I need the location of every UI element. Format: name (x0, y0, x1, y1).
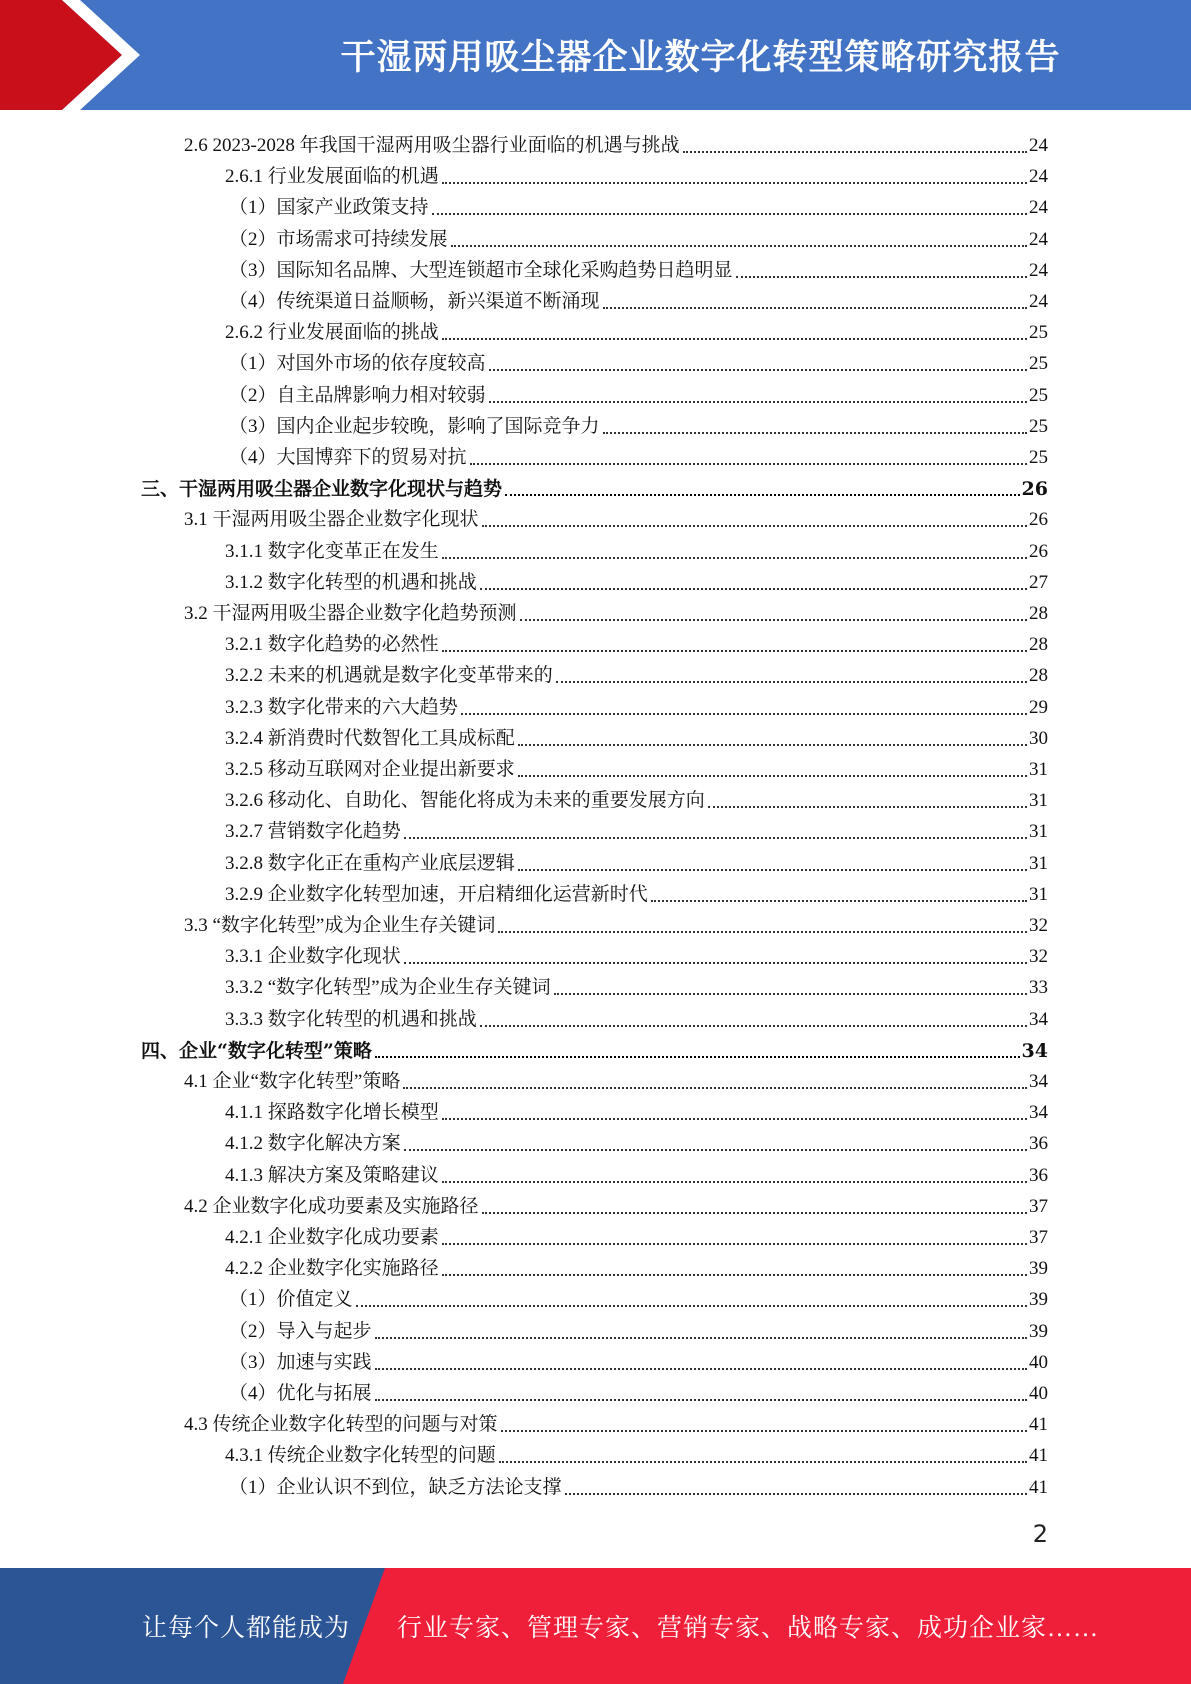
toc-entry[interactable] (225, 158, 1048, 189)
toc-dot-leader (442, 338, 1027, 340)
toc-entry-page: 41 (1029, 1414, 1048, 1436)
toc-dot-leader (651, 900, 1027, 902)
toc-entry[interactable] (225, 1001, 1048, 1032)
toc-entry-title: 4.3 传统企业数字化转型的问题与对策 (184, 1414, 498, 1436)
toc-entry[interactable] (225, 751, 1048, 782)
toc-dot-leader (501, 1430, 1027, 1432)
toc-dot-leader (505, 494, 1020, 496)
toc-entry-title: （3）国际知名品牌、大型连锁超市全球化采购趋势日趋明显 (229, 259, 733, 281)
toc-entry-page: 25 (1029, 384, 1048, 406)
toc-entry[interactable] (229, 439, 1048, 470)
toc-entry-title: （2）自主品牌影响力相对较弱 (229, 384, 486, 406)
toc-entry-title: （4）传统渠道日益顺畅，新兴渠道不断涌现 (229, 291, 600, 312)
toc-entry-page: 24 (1029, 197, 1048, 219)
toc-dot-leader (451, 245, 1027, 247)
toc-entry[interactable] (184, 595, 1048, 626)
toc-entry-page: 24 (1029, 135, 1048, 156)
toc-entry-page: 24 (1029, 259, 1048, 281)
toc-entry-title: 3.1.2 数字化转型的机遇和挑战 (225, 571, 477, 593)
toc-entry-page: 30 (1029, 727, 1048, 749)
toc-entry-title: 3.2.8 数字化正在重构产业底层逻辑 (225, 852, 515, 874)
toc-entry-title: （4）大国博弈下的贸易对抗 (229, 447, 467, 468)
toc-entry-page: 41 (1029, 1445, 1048, 1467)
toc-entry-page: 39 (1029, 1289, 1048, 1311)
toc-entry-page: 34 (1029, 1071, 1048, 1092)
toc-entry-title: 3.3.1 企业数字化现状 (225, 946, 401, 968)
toc-entry-title: 3.2.3 数字化带来的六大趋势 (225, 696, 458, 718)
toc-entry[interactable] (225, 1219, 1048, 1250)
toc-entry[interactable] (225, 938, 1048, 969)
toc-entry[interactable] (225, 782, 1048, 813)
toc-entry-title: 4.2.1 企业数字化成功要素 (225, 1227, 439, 1248)
toc-entry-title: 3.1.1 数字化变革正在发生 (225, 540, 439, 562)
toc-entry[interactable] (225, 314, 1048, 345)
toc-dot-leader (556, 681, 1027, 683)
toc-entry-page: 31 (1029, 821, 1048, 843)
toc-entry[interactable] (141, 1032, 1048, 1063)
toc-entry-title: 3.2.9 企业数字化转型加速，开启精细化运营新时代 (225, 883, 648, 905)
toc-entry-page: 40 (1029, 1383, 1048, 1404)
toc-entry[interactable] (184, 1406, 1048, 1437)
toc-dot-leader (498, 931, 1027, 933)
toc-entry-page: 28 (1029, 634, 1048, 656)
toc-entry[interactable] (225, 689, 1048, 720)
toc-entry-title: 3.3.3 数字化转型的机遇和挑战 (225, 1008, 477, 1030)
toc-entry-page: 31 (1029, 790, 1048, 812)
toc-dot-leader (375, 1056, 1020, 1058)
toc-dot-leader (518, 775, 1027, 777)
toc-dot-leader (482, 1212, 1027, 1214)
toc-entry[interactable] (229, 1344, 1048, 1375)
toc-entry-page: 40 (1029, 1351, 1048, 1373)
toc-entry-page: 24 (1029, 228, 1048, 250)
toc-entry[interactable] (229, 221, 1048, 252)
toc-dot-leader (470, 463, 1027, 465)
toc-dot-leader (565, 1493, 1027, 1495)
toc-entry-title: （4）优化与拓展 (229, 1383, 372, 1404)
toc-dot-leader (442, 1118, 1027, 1120)
toc-entry[interactable] (225, 813, 1048, 844)
toc-dot-leader (442, 1274, 1027, 1276)
toc-dot-leader (461, 713, 1027, 715)
toc-entry-title: 3.2.2 未来的机遇就是数字化变革带来的 (225, 665, 553, 687)
toc-entry[interactable] (229, 1375, 1048, 1406)
toc-entry-title: 4.1.3 解决方案及策略建议 (225, 1164, 439, 1186)
toc-entry[interactable] (225, 720, 1048, 751)
toc-dot-leader (554, 993, 1027, 995)
toc-dot-leader (404, 837, 1027, 839)
toc-dot-leader (432, 213, 1027, 215)
toc-entry-page: 33 (1029, 977, 1048, 999)
toc-entry-page: 37 (1029, 1227, 1048, 1248)
toc-dot-leader (736, 276, 1027, 278)
toc-entry-page: 41 (1029, 1476, 1048, 1498)
page-number: 2 (1032, 1520, 1048, 1548)
toc-dot-leader (480, 1025, 1027, 1027)
toc-dot-leader (489, 401, 1027, 403)
toc-entry-title: 3.2.7 营销数字化趋势 (225, 821, 401, 843)
toc-entry[interactable] (225, 533, 1048, 564)
toc-dot-leader (375, 1368, 1027, 1370)
toc-entry[interactable] (229, 252, 1048, 283)
toc-entry[interactable] (229, 1281, 1048, 1312)
toc-dot-leader (442, 182, 1027, 184)
footer-slogan-right: 行业专家、管理专家、营销专家、战略专家、成功企业家…… (397, 1615, 1100, 1642)
toc-entry-title: 3.2.6 移动化、自助化、智能化将成为未来的重要发展方向 (225, 790, 705, 812)
toc-entry-page: 39 (1029, 1258, 1048, 1280)
toc-entry-page: 34 (1029, 1102, 1048, 1124)
toc-entry-title: 2.6 2023-2028 年我国干湿两用吸尘器行业面临的机遇与挑战 (184, 135, 680, 156)
toc-entry-title: 4.1.2 数字化解决方案 (225, 1133, 401, 1155)
toc-entry-title: 3.2.5 移动互联网对企业提出新要求 (225, 759, 515, 780)
toc-entry-title: 2.6.1 行业发展面临的机遇 (225, 166, 439, 188)
toc-entry-title: （3）国内企业起步较晚，影响了国际竞争力 (229, 415, 600, 437)
toc-entry-title: 3.2 干湿两用吸尘器企业数字化趋势预测 (184, 603, 517, 624)
toc-entry[interactable] (225, 626, 1048, 657)
toc-dot-leader (708, 806, 1027, 808)
toc-entry-page: 36 (1029, 1133, 1048, 1155)
toc-entry-page: 26 (1029, 540, 1048, 562)
toc-dot-leader (518, 869, 1027, 871)
toc-dot-leader (442, 1243, 1027, 1245)
toc-entry-page: 31 (1029, 883, 1048, 905)
toc-entry[interactable] (229, 408, 1048, 439)
toc-entry[interactable] (225, 845, 1048, 876)
toc-entry-title: （2）导入与起步 (229, 1320, 372, 1342)
toc-entry-page: 25 (1029, 415, 1048, 437)
toc-entry-title: （1）价值定义 (229, 1289, 353, 1311)
toc-dot-leader (442, 557, 1027, 559)
toc-dot-leader (480, 588, 1027, 590)
report-header (0, 0, 1191, 110)
toc-entry-page: 31 (1029, 852, 1048, 874)
toc-entry-title: 三、干湿两用吸尘器企业数字化现状与趋势 (141, 478, 503, 501)
toc-entry-title: 3.2.4 新消费时代数智化工具成标配 (225, 727, 515, 749)
footer-slogan-left: 让每个人都能成为 (142, 1615, 351, 1642)
toc-dot-leader (404, 1149, 1027, 1151)
toc-entry[interactable] (225, 876, 1048, 907)
toc-dot-leader (375, 1337, 1027, 1339)
toc-entry[interactable] (229, 345, 1048, 376)
toc-dot-leader (482, 525, 1027, 527)
toc-entry-page: 31 (1029, 759, 1048, 780)
toc-entry-page: 32 (1029, 915, 1048, 936)
toc-entry-page: 25 (1029, 447, 1048, 468)
toc-entry-title: 3.2.1 数字化趋势的必然性 (225, 634, 439, 656)
toc-entry-title: （1）对国外市场的依存度较高 (229, 353, 486, 375)
toc-dot-leader (489, 369, 1027, 371)
toc-entry-title: （1）企业认识不到位，缺乏方法论支撑 (229, 1476, 562, 1498)
report-title: 干湿两用吸尘器企业数字化转型策略研究报告 (340, 38, 1061, 78)
toc-entry-page: 24 (1029, 291, 1048, 312)
toc-entry-page: 34 (1029, 1008, 1048, 1030)
toc-entry[interactable] (229, 377, 1048, 408)
toc-entry-title: 3.1 干湿两用吸尘器企业数字化现状 (184, 509, 479, 531)
toc-dot-leader (683, 151, 1027, 153)
toc-entry[interactable] (225, 1094, 1048, 1125)
toc-dot-leader (442, 1181, 1027, 1183)
toc-entry[interactable] (225, 1125, 1048, 1156)
toc-entry-page: 28 (1029, 603, 1048, 624)
toc-entry-title: 4.2.2 企业数字化实施路径 (225, 1258, 439, 1280)
toc-entry[interactable] (229, 283, 1048, 314)
toc-entry-page: 39 (1029, 1320, 1048, 1342)
toc-entry[interactable] (225, 657, 1048, 688)
toc-entry-title: （3）加速与实践 (229, 1351, 372, 1373)
toc-dot-leader (403, 1087, 1027, 1089)
toc-entry-title: 4.3.1 传统企业数字化转型的问题 (225, 1445, 496, 1467)
toc-entry[interactable] (225, 1157, 1048, 1188)
toc-entry-title: 3.3 “数字化转型”成为企业生存关键词 (184, 915, 496, 936)
toc-entry[interactable] (229, 1469, 1048, 1500)
toc-entry-page: 28 (1029, 665, 1048, 687)
toc-entry[interactable] (229, 189, 1048, 220)
toc-entry[interactable] (184, 501, 1048, 532)
toc-entry[interactable] (225, 564, 1048, 595)
toc-dot-leader (442, 650, 1027, 652)
toc-entry-title: 2.6.2 行业发展面临的挑战 (225, 322, 439, 344)
toc-entry-page: 34 (1021, 1039, 1048, 1062)
toc-dot-leader (520, 619, 1027, 621)
toc-entry[interactable] (229, 1313, 1048, 1344)
toc-entry-page: 29 (1029, 696, 1048, 718)
toc-entry[interactable] (225, 969, 1048, 1000)
toc-entry-page: 32 (1029, 946, 1048, 968)
toc-entry[interactable] (184, 1188, 1048, 1219)
toc-entry-page: 36 (1029, 1164, 1048, 1186)
toc-entry-title: 4.1.1 探路数字化增长模型 (225, 1102, 439, 1124)
toc-entry[interactable] (184, 907, 1048, 938)
toc-entry-title: 3.3.2 “数字化转型”成为企业生存关键词 (225, 977, 551, 999)
toc-dot-leader (404, 962, 1027, 964)
report-footer (0, 1568, 1191, 1684)
toc-entry-page: 25 (1029, 353, 1048, 375)
toc-entry[interactable] (225, 1437, 1048, 1468)
toc-dot-leader (499, 1461, 1027, 1463)
toc-entry-title: （1）国家产业政策支持 (229, 197, 429, 219)
toc-entry-page: 25 (1029, 322, 1048, 344)
toc-entry-title: 四、企业“数字化转型”策略 (141, 1039, 372, 1062)
toc-entry-page: 26 (1021, 478, 1048, 501)
toc-entry[interactable] (184, 1063, 1048, 1094)
toc-entry-page: 37 (1029, 1195, 1048, 1217)
toc-dot-leader (603, 307, 1027, 309)
toc-dot-leader (356, 1305, 1027, 1307)
toc-entry[interactable] (184, 127, 1048, 158)
toc-entry-title: （2）市场需求可持续发展 (229, 228, 448, 250)
toc-dot-leader (518, 744, 1027, 746)
toc-entry[interactable] (225, 1250, 1048, 1281)
toc-entry-page: 27 (1029, 571, 1048, 593)
toc-entry-page: 24 (1029, 166, 1048, 188)
toc-entry-page: 26 (1029, 509, 1048, 531)
toc-entry-title: 4.2 企业数字化成功要素及实施路径 (184, 1195, 479, 1217)
toc-dot-leader (375, 1399, 1027, 1401)
toc-entry-title: 4.1 企业“数字化转型”策略 (184, 1071, 401, 1092)
toc-dot-leader (603, 432, 1027, 434)
toc-entry[interactable] (141, 470, 1048, 501)
